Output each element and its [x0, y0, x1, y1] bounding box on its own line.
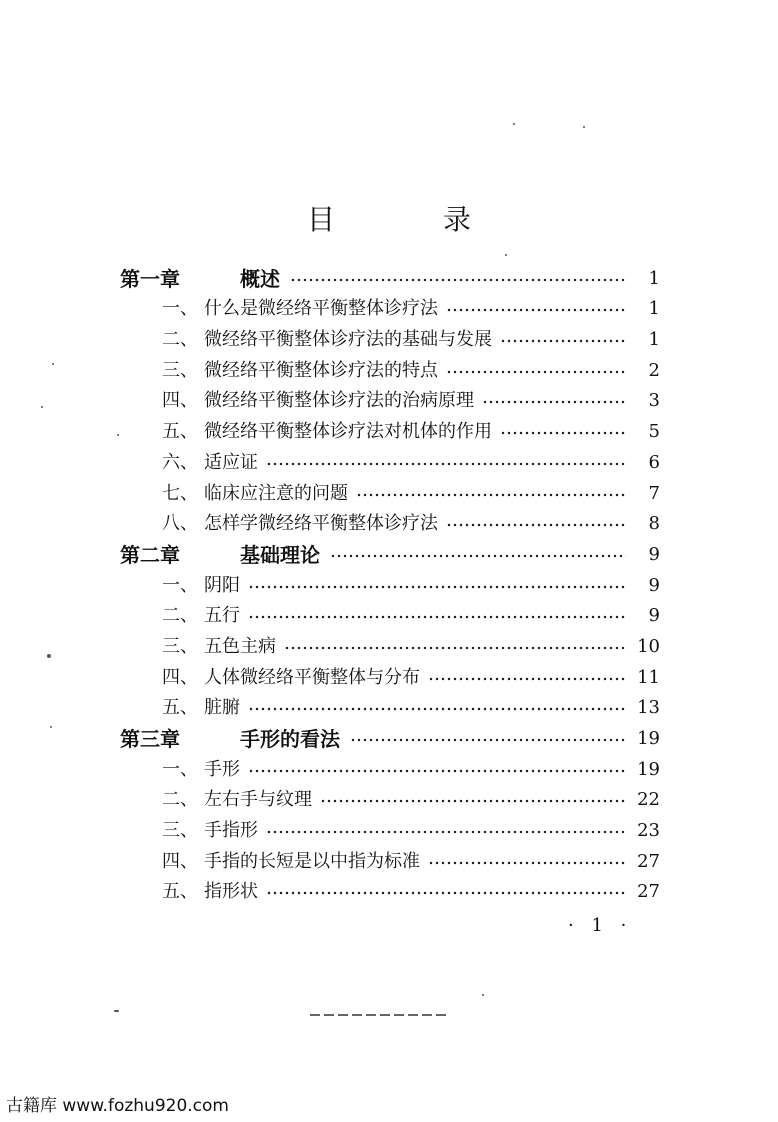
toc-entry-number: 八、 [162, 513, 198, 535]
toc-section-row[interactable] [120, 754, 660, 785]
toc-entry-number: 三、 [162, 635, 198, 657]
toc-entry-title: 怎样学微经络平衡整体诊疗法 [204, 513, 438, 535]
toc-leader-dots [446, 519, 626, 531]
scan-speck [52, 363, 54, 365]
toc-entry-title: 微经络平衡整体诊疗法的特点 [204, 359, 438, 381]
toc-page-number: 1 [648, 329, 660, 351]
toc-leader-dots [428, 857, 626, 869]
toc-section-row[interactable] [120, 478, 660, 509]
toc-section-row[interactable] [120, 570, 660, 601]
toc-section-row[interactable] [120, 877, 660, 908]
toc-chapter-row[interactable] [120, 263, 660, 294]
toc-page-number: 3 [648, 390, 660, 412]
toc-page-number: 11 [637, 666, 660, 688]
toc-entry-title: 临床应注意的问题 [204, 482, 348, 504]
toc-section-row[interactable] [120, 324, 660, 355]
toc-page-number: 23 [637, 820, 660, 842]
toc-leader-dots [500, 427, 626, 439]
toc-page-number: 8 [648, 513, 660, 535]
toc-leader-dots [356, 489, 626, 501]
toc-page-number: 7 [648, 482, 660, 504]
toc-entry-title: 五行 [204, 605, 240, 627]
scan-speck [583, 126, 585, 128]
scan-speck [41, 406, 43, 408]
toc-entry-number: 四、 [162, 850, 198, 872]
toc-leader-dots [248, 611, 626, 623]
toc-section-row[interactable] [120, 601, 660, 632]
toc-page-number: 2 [648, 359, 660, 381]
toc-leader-dots [266, 458, 626, 470]
toc-entry-number: 第三章 [120, 727, 180, 751]
toc-entry-title: 阴阳 [204, 574, 240, 596]
toc-entry-number: 五、 [162, 881, 198, 903]
toc-page-number: 19 [637, 728, 660, 749]
toc-entry-title: 适应证 [204, 451, 258, 473]
toc-entry-number: 一、 [162, 298, 198, 320]
toc-section-row[interactable] [120, 785, 660, 816]
toc-page-number: 19 [637, 758, 660, 780]
toc-entry-number: 一、 [162, 758, 198, 780]
scan-speck [47, 654, 51, 658]
toc-entry-number: 三、 [162, 359, 198, 381]
toc-entry-title: 微经络平衡整体诊疗法对机体的作用 [204, 421, 492, 443]
toc-entry-number: 五、 [162, 697, 198, 719]
toc-entry-number: 六、 [162, 451, 198, 473]
toc-entry-title: 概述 [240, 266, 280, 291]
toc-page-number: 27 [637, 881, 660, 903]
toc-entry-number: 五、 [162, 421, 198, 443]
toc-page-number: 9 [648, 574, 660, 596]
toc-entry-title: 手指的长短是以中指为标准 [204, 850, 420, 872]
toc-entry-title: 基础理论 [240, 542, 320, 567]
toc-entry-number: 第二章 [120, 542, 180, 567]
toc-entry-title: 人体微经络平衡整体与分布 [204, 666, 420, 688]
toc-leader-dots [248, 703, 626, 715]
toc-section-row[interactable] [120, 846, 660, 877]
toc-leader-dots [248, 765, 626, 777]
toc-entry-title: 手形 [204, 758, 240, 780]
toc-leader-dots [482, 396, 626, 408]
toc-section-row[interactable] [120, 662, 660, 693]
page-number: · 1 · [568, 915, 633, 936]
toc-entry-title: 微经络平衡整体诊疗法的基础与发展 [204, 329, 492, 351]
toc-leader-dots [248, 581, 626, 593]
toc-entry-title: 手指形 [204, 820, 258, 842]
toc-section-row[interactable] [120, 294, 660, 325]
toc-page-number: 22 [637, 789, 660, 811]
page-title: 目 录 [306, 203, 511, 236]
toc-leader-dots [266, 826, 626, 838]
toc-page-number: 1 [648, 298, 660, 320]
toc-leader-dots [500, 335, 626, 347]
toc-section-row[interactable] [120, 631, 660, 662]
toc-entry-number: 第一章 [120, 266, 180, 291]
toc-leader-dots [290, 274, 626, 286]
toc-entry-number: 二、 [162, 329, 198, 351]
toc-leader-dots [266, 887, 626, 899]
toc-page-number: 9 [648, 543, 660, 565]
toc-page-number: 5 [648, 421, 660, 443]
toc-entry-title: 脏腑 [204, 697, 240, 719]
toc-leader-dots [428, 673, 626, 685]
toc-page-number: 6 [648, 451, 660, 473]
toc-entry-number: 二、 [162, 605, 198, 627]
scan-artifact-line [310, 1014, 450, 1016]
toc-entry-number: 二、 [162, 789, 198, 811]
toc-chapter-row[interactable] [120, 539, 660, 570]
toc-leader-dots [446, 304, 626, 316]
toc-leader-dots [320, 795, 626, 807]
toc-entry-title: 左右手与纹理 [204, 789, 312, 811]
toc-section-row[interactable] [120, 447, 660, 478]
toc-entry-title: 微经络平衡整体诊疗法的治病原理 [204, 390, 474, 412]
toc-leader-dots [350, 734, 626, 746]
toc-page-number: 10 [637, 635, 660, 657]
toc-chapter-row[interactable] [120, 723, 660, 754]
watermark-text: 古籍库 www.fozhu920.com [6, 1096, 229, 1116]
toc-entry-number: 四、 [162, 390, 198, 412]
toc-page-number: 1 [648, 267, 660, 289]
scan-speck [505, 254, 507, 256]
toc-entry-number: 四、 [162, 666, 198, 688]
toc-leader-dots [446, 366, 626, 378]
toc-section-row[interactable] [120, 386, 660, 417]
toc-page-number: 13 [637, 697, 660, 719]
toc-page-number: 9 [648, 605, 660, 627]
toc-leader-dots [330, 550, 626, 562]
scan-speck [114, 1010, 119, 1012]
toc-entry-number: 三、 [162, 820, 198, 842]
toc-section-row[interactable] [120, 416, 660, 447]
scan-speck [482, 994, 484, 996]
toc-section-row[interactable] [120, 693, 660, 724]
toc-section-row[interactable] [120, 355, 660, 386]
toc-page-number: 27 [637, 850, 660, 872]
scan-speck [50, 726, 52, 728]
toc-leader-dots [284, 642, 626, 654]
toc-entry-title: 手形的看法 [240, 727, 340, 751]
toc-section-row[interactable] [120, 509, 660, 540]
toc-entry-title: 什么是微经络平衡整体诊疗法 [204, 298, 438, 320]
table-of-contents [120, 263, 660, 907]
toc-entry-number: 七、 [162, 482, 198, 504]
scan-speck [513, 123, 515, 125]
scan-speck [117, 434, 119, 436]
toc-entry-title: 五色主病 [204, 635, 276, 657]
toc-entry-number: 一、 [162, 574, 198, 596]
toc-section-row[interactable] [120, 815, 660, 846]
toc-entry-title: 指形状 [204, 881, 258, 903]
